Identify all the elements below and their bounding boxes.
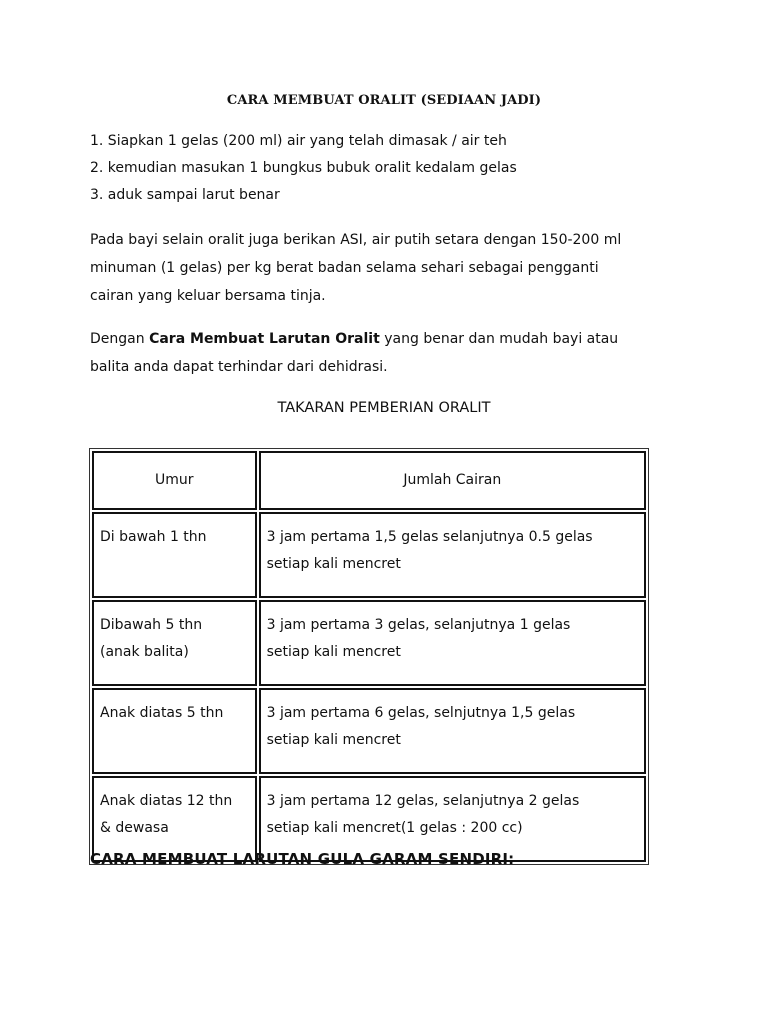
- cell-line: setiap kali mencret(1 gelas : 200 cc): [266, 820, 523, 836]
- paragraph-suffix: yang benar dan mudah bayi atau: [379, 331, 619, 347]
- cell-line: 3 jam pertama 12 gelas, selanjutnya 2 gelas: [266, 793, 580, 809]
- amount-cell: [259, 688, 646, 774]
- table-row: [92, 512, 646, 598]
- cell-line: Anak diatas 5 thn: [100, 705, 224, 721]
- paragraph-line: Pada bayi selain oralit juga berikan ASI, air putih setara dengan 150-200 ml: [90, 232, 622, 248]
- paragraph-line: minuman (1 gelas) per kg berat badan selama sehari sebagai pengganti: [90, 260, 599, 276]
- table-row: [92, 600, 646, 686]
- age-cell: [92, 512, 257, 598]
- cell-line: 3 jam pertama 1,5 gelas selanjutnya 0.5 gelas: [266, 529, 593, 545]
- section-title: TAKARAN PEMBERIAN ORALIT: [277, 400, 491, 416]
- cell-line: Dibawah 5 thn: [100, 617, 203, 633]
- header-age: [92, 451, 257, 510]
- cell-line: (anak balita): [100, 644, 189, 660]
- cell-line: setiap kali mencret: [266, 732, 401, 748]
- dehydration-paragraph: [90, 325, 690, 381]
- paragraph-line: cairan yang keluar bersama tinja.: [90, 288, 326, 304]
- amount-cell: [259, 512, 646, 598]
- footer-heading: CARA MEMBUAT LARUTAN GULA GARAM SENDIRI:: [90, 850, 515, 868]
- amount-cell: [259, 600, 646, 686]
- cell-line: 3 jam pertama 3 gelas, selanjutnya 1 gelas: [266, 617, 571, 633]
- cell-line: setiap kali mencret: [266, 644, 401, 660]
- dosage-table: [89, 448, 649, 865]
- cell-line: setiap kali mencret: [266, 556, 401, 572]
- cell-line: & dewasa: [100, 820, 169, 836]
- table-header-row: [92, 451, 646, 510]
- header-label: Jumlah Cairan: [403, 472, 502, 488]
- asi-paragraph: [90, 226, 690, 310]
- paragraph-line: balita anda dapat terhindar dari dehidrasi.: [90, 359, 388, 375]
- cell-line: 3 jam pertama 6 gelas, selnjutnya 1,5 gelas: [266, 705, 576, 721]
- age-cell: [92, 688, 257, 774]
- step-item: 3. aduk sampai larut benar: [90, 187, 280, 203]
- age-cell: [92, 600, 257, 686]
- header-amount: [259, 451, 646, 510]
- steps-list: [90, 128, 517, 209]
- paragraph-bold-phrase: Cara Membuat Larutan Oralit: [149, 331, 380, 347]
- cell-line: Di bawah 1 thn: [100, 529, 207, 545]
- step-item: 1. Siapkan 1 gelas (200 ml) air yang telah dimasak / air teh: [90, 133, 507, 149]
- step-item: 2. kemudian masukan 1 bungkus bubuk oralit kedalam gelas: [90, 160, 517, 176]
- paragraph-prefix: Dengan: [90, 331, 150, 347]
- header-label: Umur: [155, 472, 194, 488]
- cell-line: Anak diatas 12 thn: [100, 793, 233, 809]
- table-row: [92, 688, 646, 774]
- document-title: CARA MEMBUAT ORALIT (SEDIAAN JADI): [226, 93, 542, 108]
